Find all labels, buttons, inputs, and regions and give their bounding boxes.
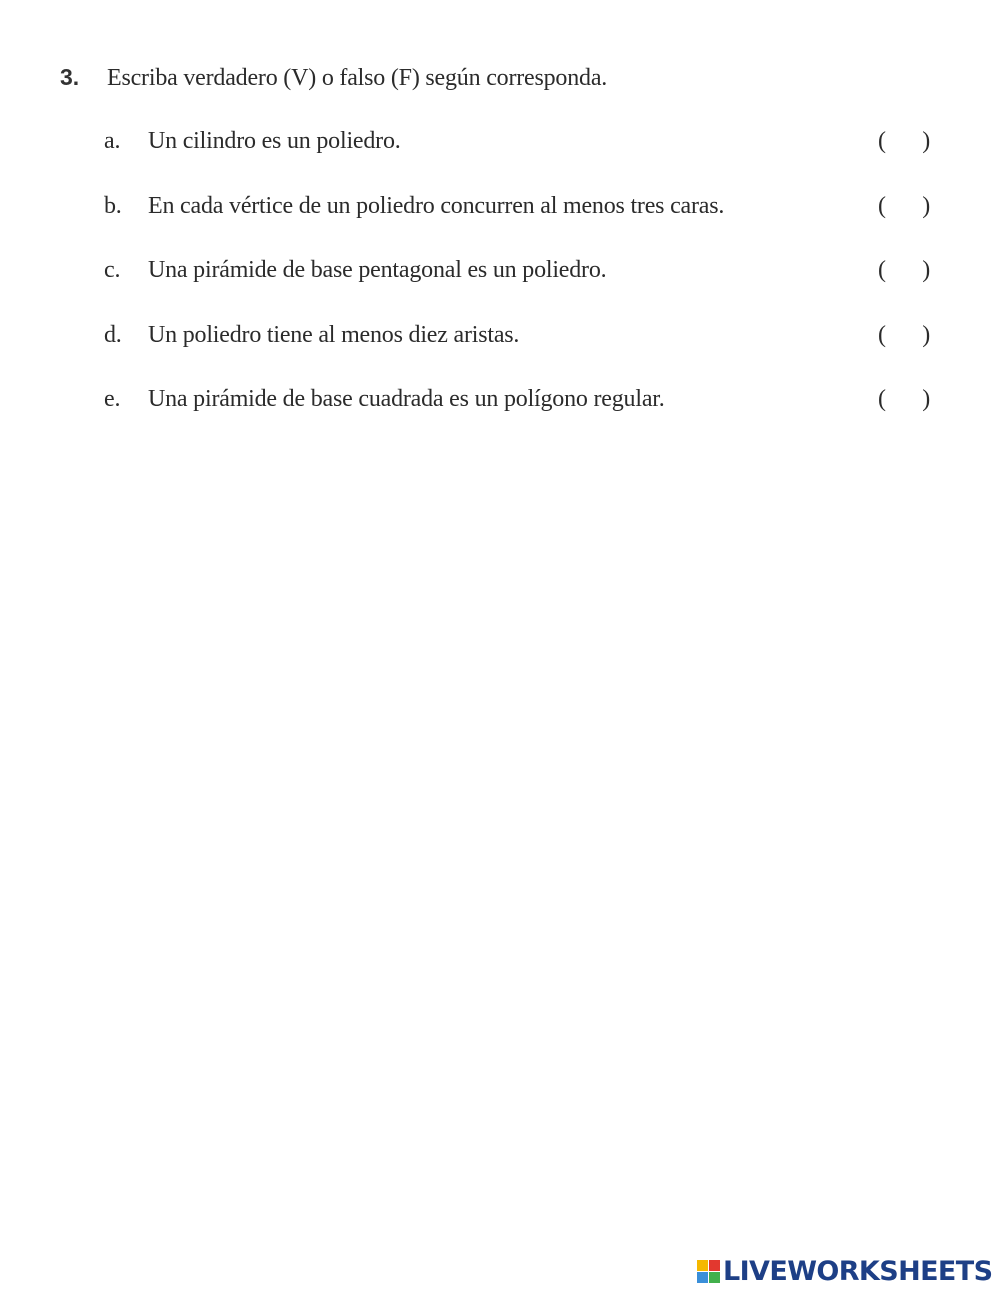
open-paren: ( <box>878 128 886 154</box>
statement-item-b <box>104 193 934 258</box>
open-paren: ( <box>878 321 886 348</box>
statement-letter: d. <box>104 321 122 348</box>
statement-item-d <box>104 322 934 387</box>
close-paren: ) <box>922 128 930 154</box>
answer-box-e[interactable] <box>878 386 930 413</box>
close-paren: ) <box>922 321 930 348</box>
statement-item-e <box>104 386 934 451</box>
statement-item-c <box>104 257 934 322</box>
question-3 <box>60 64 960 412</box>
question-number: 3. <box>60 64 80 90</box>
statement-item-a <box>104 128 934 193</box>
answer-box-a[interactable] <box>878 128 930 155</box>
open-paren: ( <box>878 192 886 219</box>
statement-text: En cada vértice de un poliedro concurren al menos tres caras. <box>148 192 725 219</box>
liveworksheets-blocks-icon <box>697 1260 720 1283</box>
statement-letter: c. <box>104 257 121 283</box>
open-paren: ( <box>878 386 886 412</box>
statement-letter: e. <box>104 386 121 412</box>
statement-letter: b. <box>104 192 122 219</box>
open-paren: ( <box>878 257 886 283</box>
close-paren: ) <box>922 192 930 219</box>
answer-box-b[interactable] <box>878 193 930 220</box>
question-prompt: Escriba verdadero (V) o falso (F) según corresponda. <box>107 65 608 91</box>
statement-letter: a. <box>104 128 121 154</box>
statement-text: Un cilindro es un poliedro. <box>148 128 401 154</box>
liveworksheets-logo <box>697 1255 992 1287</box>
statement-text: Un poliedro tiene al menos diez aristas. <box>148 321 520 348</box>
logo-text: LIVEWORKSHEETS <box>723 1255 993 1287</box>
answer-box-d[interactable] <box>878 322 930 349</box>
answer-box-c[interactable] <box>878 257 930 284</box>
close-paren: ) <box>922 257 930 283</box>
statement-text: Una pirámide de base pentagonal es un poliedro. <box>148 257 607 283</box>
statement-list <box>104 128 934 451</box>
question-header <box>60 64 960 100</box>
close-paren: ) <box>922 386 930 412</box>
statement-text: Una pirámide de base cuadrada es un polígono regular. <box>148 386 665 412</box>
